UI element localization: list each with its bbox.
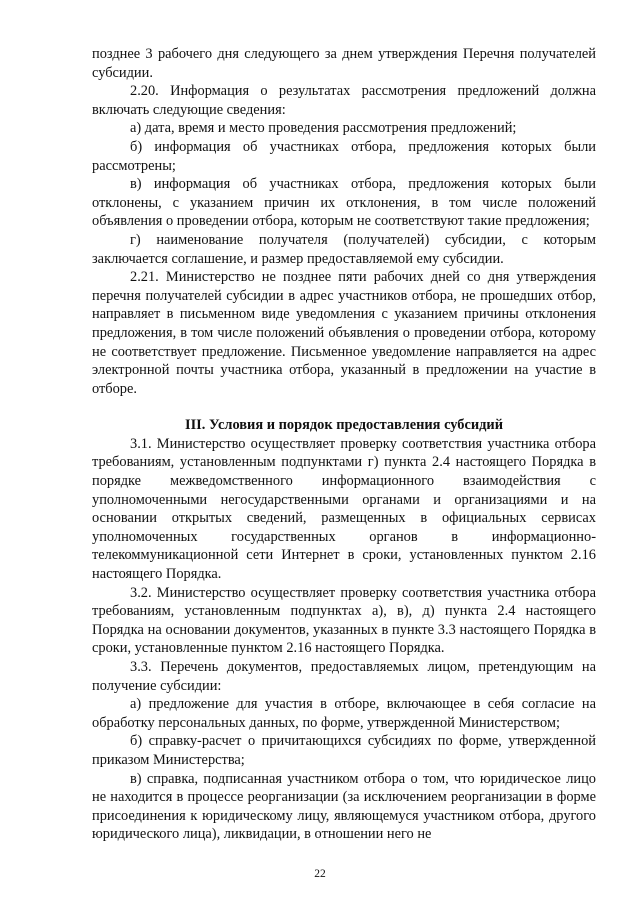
paragraph-continuation: позднее 3 рабочего дня следующего за днем утверждения Перечня получателей субсидии. (92, 46, 596, 81)
paragraph-3-1: 3.1. Министерство осуществляет проверку соответствия участника отбора требованиям, установленным подпунктами г) пункта 2.4 настоящего Порядка в порядке межведомственного информационного взаимодействия с уполномоченными негосударственными органами и организациями и на основании открытых сведений, размещенных в официальных сервисах уполномоченных государственных органов в информационно-телекоммуникационной сети Интернет в сроки, установленных пунктом 2.16 настоящего Порядка. (92, 435, 596, 583)
paragraph-2-20-g: г) наименование получателя (получателей) субсидии, с которым заключается соглашение, и размер предоставляемой ему субсидии. (92, 231, 596, 267)
section-title: III. Условия и порядок предоставления субсидий (184, 417, 504, 434)
paragraph-3-3: 3.3. Перечень документов, предоставляемых лицом, претендующим на получение субсидии: (92, 659, 596, 694)
document-page (92, 45, 596, 844)
paragraph-2-20: 2.20. Информация о результатах рассмотрения предложений должна включать следующие сведения: (92, 83, 596, 118)
paragraph-2-20-b: б) информация об участниках отбора, предложения которых были рассмотрены; (92, 138, 596, 174)
paragraph-2-20-v: в) информация об участниках отбора, предложения которых были отклонены, с указанием причин их отклонения, в том числе положений объявления о проведении отбора, которым не соответствуют такие предложения; (92, 176, 596, 230)
paragraph-3-3-b: б) справку-расчет о причитающихся субсидиях по форме, утвержденной приказом Министерства; (92, 733, 596, 768)
paragraph-2-20-a: а) дата, время и место проведения рассмотрения предложений; (130, 120, 517, 137)
paragraph-2-21: 2.21. Министерство не позднее пяти рабочих дней со дня утверждения перечня получателей субсидии в адрес участников отбора, не прошедших отбор, направляет в письменном виде уведомления с указанием причины отклонения предложения, в том числе положений объявления о проведении отбора, которому не соответствует предложение. Письменное уведомление направляется на адрес электронной почты участника отбора, указанный в предложении на участие в отборе. (92, 269, 596, 397)
paragraph-3-3-v: в) справка, подписанная участником отбора о том, что юридическое лицо не находится в процессе реорганизации (за исключением реорганизации в форме присоединения к юридическому лицу, являющемуся участником отбора, другого юридического лица), ликвидации, в отношении него не (92, 770, 596, 843)
paragraph-3-3-a: а) предложение для участия в отборе, включающее в себя согласие на обработку персональных данных, по форме, утвержденной Министерством; (92, 696, 596, 731)
paragraph-3-2: 3.2. Министерство осуществляет проверку соответствия участника отбора требованиям, установленным подпунктах а), в), д) пункта 2.4 настоящего Порядка на основании документов, указанных в пункте 3.3 настоящего Порядка в сроки, установленные пунктом 2.16 настоящего Порядка. (92, 584, 596, 657)
page-number: 22 (314, 868, 326, 880)
